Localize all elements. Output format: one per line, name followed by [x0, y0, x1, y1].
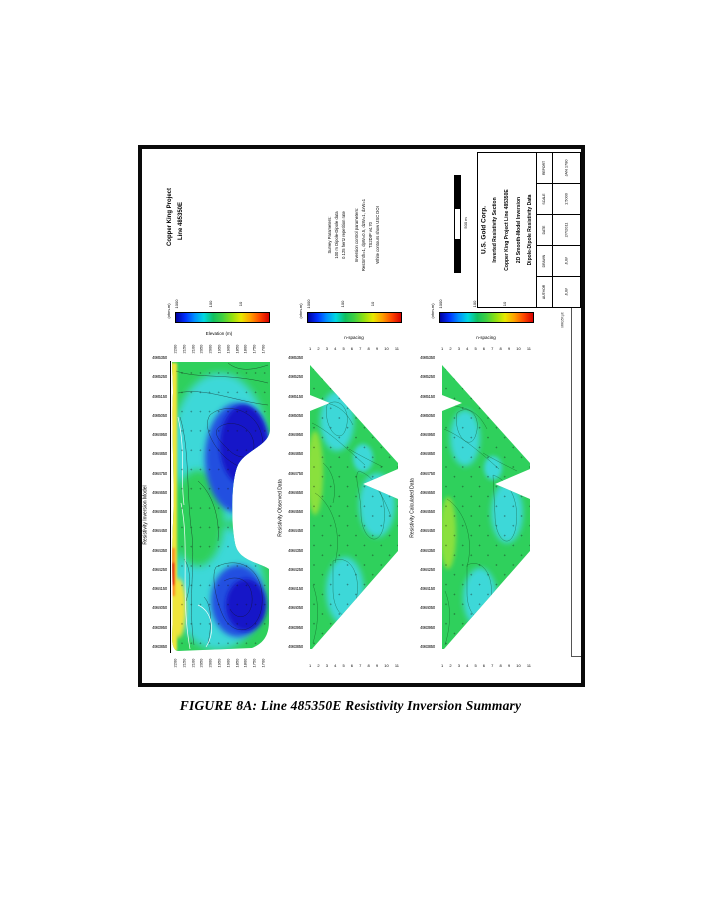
nspacing-axis-label: n-spacing — [344, 334, 364, 340]
tick-label: 2050 — [198, 658, 204, 667]
survey-params-line: 100 m Dipole-Dipole data — [333, 211, 339, 259]
tick-label: 10 — [384, 662, 389, 668]
tick-label: 1 — [441, 662, 444, 668]
tick-label: 2 — [317, 662, 320, 668]
colorbar-tick: 100 — [340, 300, 345, 308]
tick-label: 7 — [359, 345, 362, 351]
title-block-line: Inverted Resistivity Section — [492, 197, 499, 263]
tick-label: 4984750 — [420, 470, 435, 476]
tick-label: 1 — [309, 662, 312, 668]
station-axis — [287, 356, 303, 649]
table-header: DRAWN — [542, 254, 547, 268]
station-axis — [150, 356, 167, 649]
tick-label: 4983950 — [420, 624, 435, 630]
scale-bar-segment — [454, 208, 461, 240]
tick-label: 4984150 — [420, 586, 435, 591]
figure-heading-line2: Line 485350E — [178, 201, 184, 241]
tick-label: 11 — [526, 662, 531, 668]
tick-label: 4 — [466, 662, 469, 668]
tick-label: 10 — [516, 662, 521, 668]
tick-label: 5 — [474, 662, 477, 668]
tick-label: 2100 — [190, 658, 196, 667]
tick-label: 1800 — [242, 344, 248, 353]
tick-label: 4 — [334, 662, 337, 668]
colorbar-tick: 100 — [472, 300, 477, 308]
table-header: REPORT — [542, 160, 547, 176]
tick-label: 2200 — [172, 344, 178, 353]
colorbar-units: (ohm-m) — [430, 303, 435, 319]
colorbar-tick: 1000 — [306, 299, 311, 309]
tick-label: 11 — [526, 345, 531, 351]
tick-label: 5 — [342, 662, 345, 668]
tick-label: 9 — [507, 662, 511, 668]
tick-label: 2150 — [181, 658, 187, 667]
tick-label: 4985050 — [288, 412, 303, 418]
tick-label: 4984250 — [288, 566, 303, 572]
colorbar-tick: 10 — [370, 301, 375, 307]
tick-label: 6 — [482, 345, 486, 351]
survey-params-line: 0.125 hertz repetition rate — [340, 211, 346, 259]
tick-label: 3 — [457, 662, 460, 668]
tick-label: 4984050 — [152, 605, 167, 611]
tick-label: 2 — [449, 345, 452, 351]
tick-label: 4984250 — [420, 566, 435, 572]
tick-label: 7 — [491, 345, 494, 351]
tick-label: 4984450 — [288, 528, 303, 534]
table-value: JAN 1780 — [563, 159, 569, 177]
tick-label: 1700 — [260, 344, 266, 353]
tick-label: 4984450 — [152, 528, 167, 534]
resistivity-calculated-pseudosection — [435, 353, 535, 665]
tick-label: 4984050 — [288, 605, 303, 611]
margin-rule — [571, 308, 572, 657]
inversion-params-line: Inversion control parameters: — [353, 207, 359, 263]
tick-label: 10 — [516, 345, 521, 351]
tick-label: 4984850 — [152, 451, 167, 457]
tick-label: 4984450 — [420, 528, 435, 534]
tick-label: 1950 — [216, 344, 222, 353]
tick-label: 8 — [499, 662, 502, 668]
tick-label: 1850 — [234, 658, 240, 667]
tick-label: 4984050 — [420, 605, 435, 611]
tick-label: 2 — [317, 345, 320, 351]
tick-label: 4985250 — [420, 374, 435, 380]
tick-label: 4985250 — [152, 374, 167, 380]
tick-label: 10 — [384, 345, 389, 351]
tick-label: 4984350 — [152, 547, 167, 553]
resistivity-observed-pseudosection — [303, 353, 403, 665]
tick-label: 2150 — [181, 344, 187, 353]
tick-label: 4983850 — [288, 643, 303, 649]
tick-label: 4984650 — [420, 489, 435, 495]
tick-label: 6 — [350, 345, 354, 351]
tick-label: 4985350 — [152, 355, 167, 360]
tick-label: 4983950 — [288, 624, 303, 630]
scale-bar-segment — [454, 240, 461, 273]
figure-caption: FIGURE 8A: Line 485350E Resistivity Inversion Summary — [179, 698, 522, 713]
tick-label: 4984850 — [288, 451, 303, 457]
title-block-line: 2D Smooth-Model Inversion — [515, 196, 522, 264]
tick-label: 1900 — [225, 658, 231, 667]
elevation-axis-label: Elevation (m) — [205, 330, 233, 336]
plot-title-model: Resistivity Inversion Model — [142, 485, 149, 545]
title-block — [477, 152, 581, 308]
tick-label: 4984550 — [152, 509, 167, 514]
survey-params-line: Survey Parameters: — [326, 216, 332, 254]
table-value: JLW — [563, 288, 569, 296]
tick-label: 5 — [474, 345, 477, 351]
tick-label: 6 — [350, 662, 354, 668]
inversion-params-line: ResSmth=1, dpW=0.5, dzW=1, dxW=1 — [360, 198, 366, 272]
tick-label: 4985150 — [288, 393, 303, 399]
tick-label: 4983850 — [420, 643, 435, 649]
tick-label: 1900 — [225, 344, 231, 353]
tick-label: 3 — [325, 345, 328, 351]
colorbar-gradient — [439, 312, 534, 323]
plot-title-observed: Resistivity Observed Data — [277, 479, 284, 537]
tick-label: 4985350 — [288, 355, 303, 360]
colorbar — [439, 296, 534, 324]
tick-label: 11 — [394, 662, 399, 668]
tick-label: 4984850 — [420, 451, 435, 457]
tick-label: 4984550 — [288, 509, 303, 514]
tick-label: 4985350 — [420, 355, 435, 360]
tick-label: 4984250 — [152, 566, 167, 572]
tick-label: 4984750 — [288, 470, 303, 476]
colorbar-tick: 10 — [238, 301, 243, 307]
tick-label: 1 — [441, 345, 444, 351]
tick-label: 4984750 — [152, 470, 167, 476]
tick-label: 8 — [367, 345, 370, 351]
title-block-text — [478, 153, 536, 307]
colorbar-gradient — [307, 312, 402, 323]
tick-label: 2100 — [190, 344, 196, 353]
tick-label: 2000 — [207, 658, 213, 667]
colorbar-tick: 100 — [208, 300, 213, 308]
tick-label: 9 — [507, 345, 511, 351]
tick-label: 4985250 — [288, 374, 303, 380]
colorbar-units: (ohm-m) — [298, 303, 303, 319]
inversion-params-line: White contours show USC DOI — [374, 206, 380, 264]
title-block-table — [536, 153, 580, 307]
tick-label: 1800 — [242, 658, 248, 667]
tick-label: 4984150 — [288, 586, 303, 591]
tick-label: 2050 — [198, 344, 204, 353]
tick-label: 1700 — [260, 658, 266, 667]
colorbar-tick: 1000 — [438, 299, 443, 309]
tick-label: 4 — [334, 345, 337, 351]
tick-label: 4984950 — [288, 432, 303, 437]
tick-label: 4984650 — [152, 489, 167, 495]
colorbar — [175, 296, 270, 324]
tick-label: 2000 — [207, 344, 213, 353]
colorbar-gradient — [175, 312, 270, 323]
title-block-table-row — [537, 277, 580, 307]
table-value: 1:5000 — [563, 193, 569, 205]
table-header: SCALE — [542, 193, 547, 205]
title-block-line: U.S. Gold Corp. — [480, 205, 488, 255]
tick-label: 4985050 — [420, 412, 435, 418]
tick-label: 3 — [325, 662, 328, 668]
tick-label: 1850 — [234, 344, 240, 353]
tick-label: 4 — [466, 345, 469, 351]
tick-label: 2 — [449, 662, 452, 668]
tick-label: 8 — [499, 345, 502, 351]
tick-label: 7 — [491, 662, 494, 668]
tick-label: 6 — [482, 662, 486, 668]
title-block-line: Dipole-Dipole Resistivity Data — [527, 194, 534, 266]
plot-title-calculated: Resistivity Calculated Data — [409, 478, 416, 538]
margin-rule — [571, 656, 581, 657]
tick-label: 8 — [367, 662, 370, 668]
tick-label: 4983850 — [152, 643, 167, 649]
table-value: JLW — [563, 257, 569, 265]
tick-label: 4984950 — [152, 432, 167, 437]
file-note: MRG5F.plt — [560, 312, 565, 328]
tick-label: 4984350 — [420, 547, 435, 553]
tick-label: 4984650 — [288, 489, 303, 495]
tick-label: 3 — [457, 345, 460, 351]
scale-bar-label: 500 m — [463, 217, 468, 229]
colorbar-tick: 1000 — [174, 299, 179, 309]
figure-heading-line1: Copper King Project — [167, 187, 173, 247]
table-header: AUTHOR — [542, 284, 547, 300]
tick-label: 4985150 — [420, 393, 435, 399]
nspacing-ticks-top — [441, 345, 531, 352]
tick-label: 9 — [375, 345, 379, 351]
tick-label: 1 — [309, 345, 312, 351]
tick-label: 4984950 — [420, 432, 435, 437]
tick-label: 1950 — [216, 658, 222, 667]
table-header: DATE — [542, 225, 547, 235]
tick-label: 1750 — [251, 658, 257, 667]
colorbar-units: (ohm-m) — [166, 303, 171, 319]
tick-label: 2200 — [172, 658, 178, 667]
tick-label: 4984350 — [288, 547, 303, 553]
tick-label: 5 — [342, 345, 345, 351]
tick-label: 7 — [359, 662, 362, 668]
scale-bar-segment — [454, 175, 461, 208]
tick-label: 4984550 — [420, 509, 435, 514]
inversion-params-line: TS2DIP v4.70 — [367, 222, 373, 248]
title-block-table-row — [537, 215, 580, 246]
title-block-line: Copper King Project Line 485350E — [503, 189, 510, 271]
table-value: 2/7/2011 — [563, 222, 569, 238]
tick-label: 4985050 — [152, 412, 167, 418]
nspacing-ticks-top — [309, 345, 399, 352]
colorbar — [307, 296, 402, 324]
station-axis — [419, 356, 435, 649]
nspacing-axis-label: n-spacing — [476, 334, 496, 340]
tick-label: 9 — [375, 662, 379, 668]
resistivity-model-section — [168, 353, 274, 659]
tick-label: 1750 — [251, 344, 257, 353]
tick-label: 4984150 — [152, 586, 167, 591]
colorbar-tick: 10 — [502, 301, 507, 307]
tick-label: 11 — [394, 345, 399, 351]
title-block-table-row — [537, 246, 580, 277]
title-block-table-row — [537, 184, 580, 215]
title-block-table-row — [537, 153, 580, 184]
tick-label: 4985150 — [152, 393, 167, 399]
tick-label: 4983950 — [152, 624, 167, 630]
